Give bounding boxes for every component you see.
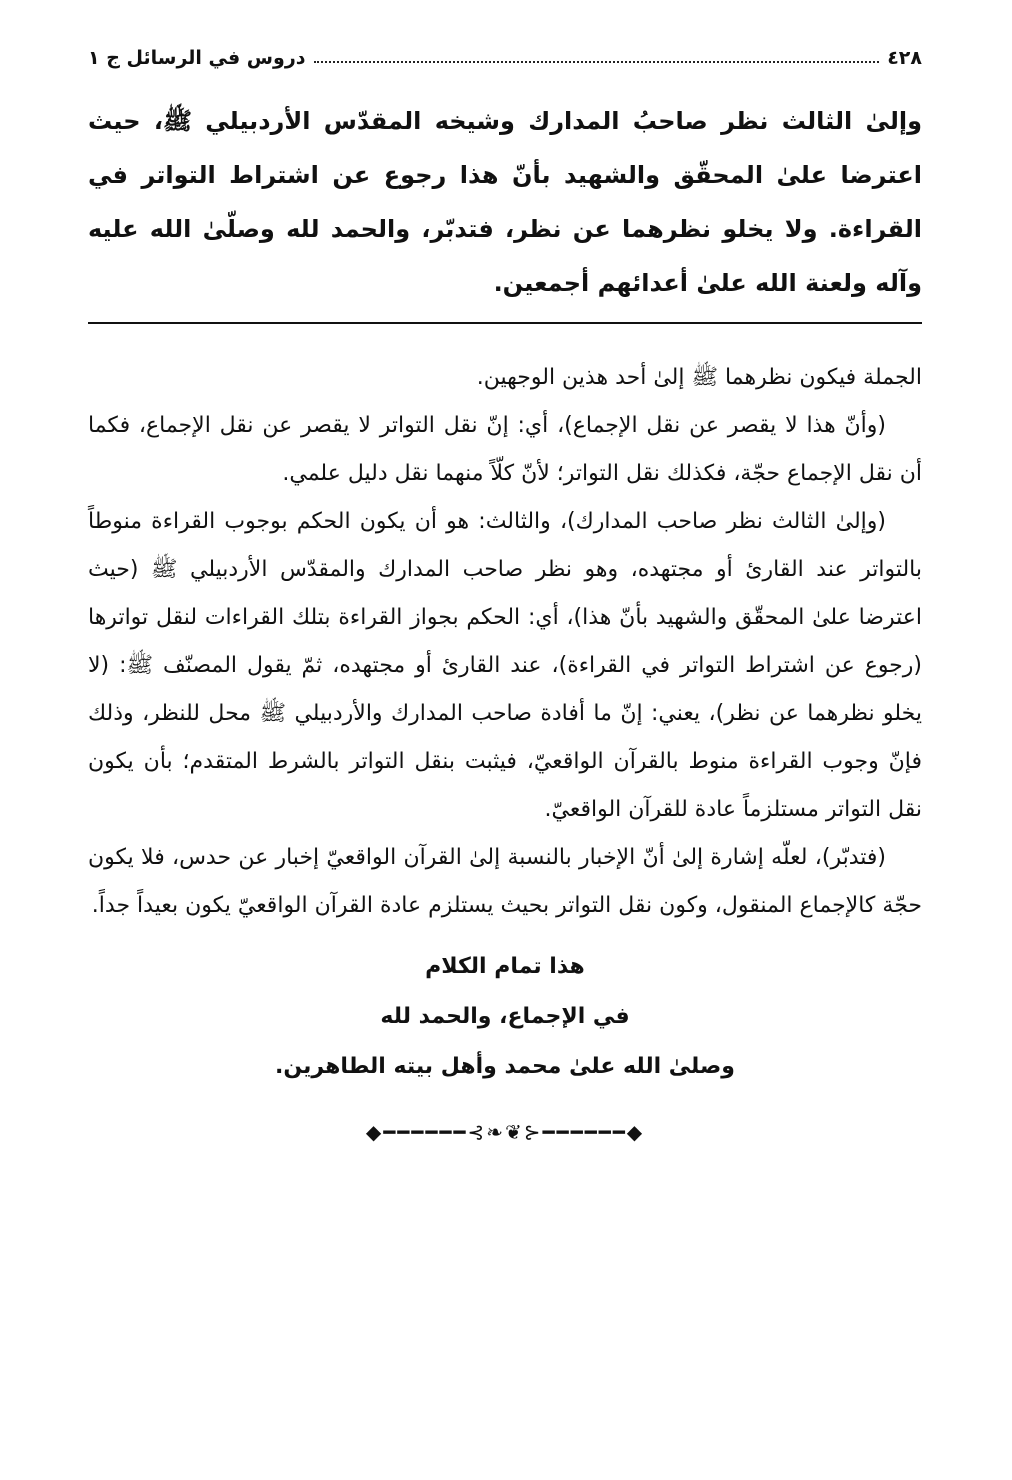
closing-line: هذا تمام الكلام xyxy=(425,954,585,979)
page-number: ٤٢٨ xyxy=(887,47,922,69)
commentary-paragraph: (فتدبّر)، لعلّه إشارة إلىٰ أنّ الإخبار بالنسبة إلىٰ القرآن الواقعيّ إخبار عن حدس، فلا يكون حجّة كالإجماع المنقول، وكون نقل التواتر بحيث يستلزم عادة القرآن الواقعيّ يكون بعيداً جداً. xyxy=(88,845,922,918)
closing-line: في الإجماع، والحمد لله xyxy=(380,1004,630,1029)
closing-formula xyxy=(88,942,922,1092)
book-title: دروس في الرسائل ج ١ xyxy=(88,47,306,69)
text-commentary-divider xyxy=(88,322,922,324)
book-page xyxy=(88,38,922,1144)
commentary-paragraph: الجملة فيكون نظرهما ﷺ إلىٰ أحد هذين الوجهين. xyxy=(476,365,922,390)
commentary-paragraph: (وإلىٰ الثالث نظر صاحب المدارك)، والثالث: هو أن يكون الحكم بوجوب القراءة منوطاً بالتواتر عند القارئ أو مجتهده، وهو نظر صاحب المدارك والمقدّس الأردبيلي ﷺ (حيث اعترضا علىٰ المحقّق والشهيد بأنّ هذا)، أي: الحكم بجواز القراءة بتلك القراءات لنقل تواترها (رجوع عن اشتراط التواتر في القراءة)، عند القارئ أو مجتهده، ثمّ يقول المصنّف ﷺ: (لا يخلو نظرهما عن نظر)، يعني: إنّ ما أفادة صاحب المدارك والأردبيلي ﷺ محل للنظر، وذلك فإنّ وجوب القراءة منوط بالقرآن الواقعيّ، فيثبت بنقل التواتر بالشرط المتقدم؛ بأن يكون نقل التواتر مستلزماً عادة للقرآن الواقعيّ. xyxy=(88,509,922,822)
commentary-paragraph: (وأنّ هذا لا يقصر عن نقل الإجماع)، أي: إنّ نقل التواتر لا يقصر عن نقل الإجماع، فكما أن نقل الإجماع حجّة، فكذلك نقل التواتر؛ لأنّ كلّاً منهما نقل دليل علمي. xyxy=(88,413,922,486)
running-header xyxy=(88,38,922,78)
closing-line: وصلىٰ الله علىٰ محمد وأهل بيته الطاهرين. xyxy=(275,1054,735,1079)
commentary xyxy=(88,354,922,930)
ornament-divider-icon: ◆━━━━━━⊰❦❧⊱━━━━━━◆ xyxy=(365,1120,645,1144)
main-text: وإلىٰ الثالث نظر صاحبُ المدارك وشيخه المقدّس الأردبيلي ﷺ، حيث اعترضا علىٰ المحقّق والشهيد بأنّ هذا رجوع عن اشتراط التواتر في القراءة. ولا يخلو نظرهما عن نظر، فتدبّر، والحمد لله وصلّىٰ الله عليه وآله ولعنة الله علىٰ أعدائهم أجمعين. xyxy=(88,107,922,297)
header-dot-leader xyxy=(314,61,880,63)
